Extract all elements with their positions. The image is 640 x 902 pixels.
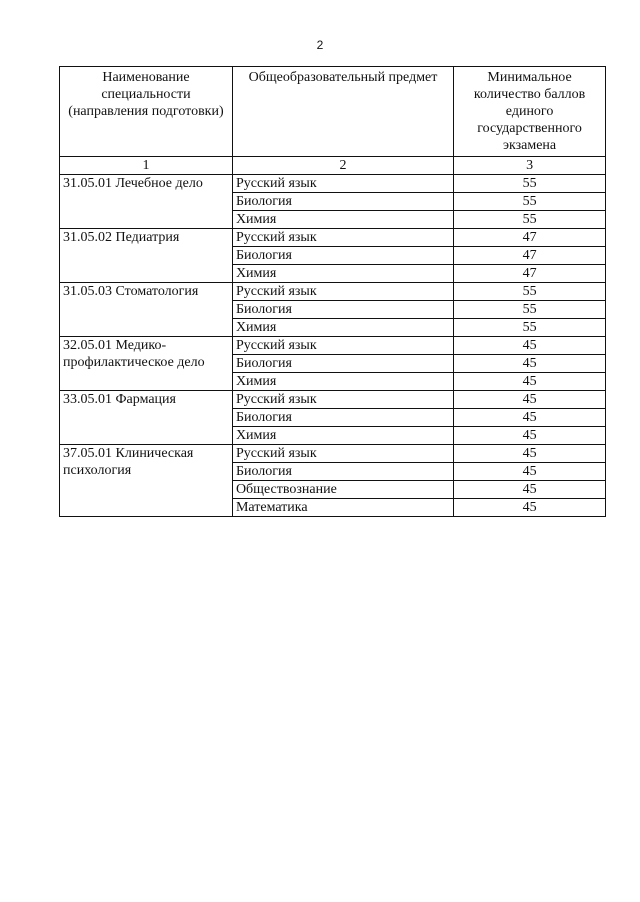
subject-cell: Русский язык [232,175,453,193]
subject-cell: Химия [232,319,453,337]
score-cell: 55 [454,283,606,301]
specialty-cell: 33.05.01 Фармация [60,391,233,445]
header-row [60,67,606,157]
score-cell: 55 [454,319,606,337]
subject-cell: Русский язык [232,229,453,247]
table-row [60,445,606,463]
subject-cell: Химия [232,265,453,283]
score-cell: 45 [454,355,606,373]
score-cell: 45 [454,463,606,481]
score-cell: 45 [454,391,606,409]
score-cell: 45 [454,373,606,391]
subject-cell: Обществознание [232,481,453,499]
score-cell: 45 [454,481,606,499]
table-row [60,229,606,247]
table-row [60,337,606,355]
table-row [60,391,606,409]
subject-cell: Русский язык [232,283,453,301]
table-row [60,283,606,301]
score-cell: 45 [454,337,606,355]
subject-cell: Биология [232,355,453,373]
subject-cell: Русский язык [232,337,453,355]
score-cell: 55 [454,301,606,319]
score-cell: 45 [454,427,606,445]
subject-cell: Математика [232,499,453,517]
header-subject: Общеобразовательный предмет [232,67,453,157]
score-cell: 47 [454,265,606,283]
score-cell: 45 [454,409,606,427]
subject-cell: Химия [232,427,453,445]
specialty-cell: 31.05.01 Лечебное дело [60,175,233,229]
column-number-row [60,157,606,175]
score-cell: 45 [454,499,606,517]
specialty-cell: 32.05.01 Медико-профилактическое дело [60,337,233,391]
column-number: 2 [232,157,453,175]
header-min-score: Минимальное количество баллов единого государственного экзамена [454,67,606,157]
score-cell: 55 [454,211,606,229]
page-number: 2 [316,38,324,52]
score-cell: 47 [454,247,606,265]
specialty-cell: 31.05.03 Стоматология [60,283,233,337]
subject-cell: Биология [232,463,453,481]
subject-cell: Биология [232,301,453,319]
subject-cell: Химия [232,373,453,391]
specialty-cell: 31.05.02 Педиатрия [60,229,233,283]
header-specialty: Наименование специальности (направления подготовки) [60,67,233,157]
subject-cell: Химия [232,211,453,229]
score-cell: 45 [454,445,606,463]
table-row [60,175,606,193]
specialty-cell: 37.05.01 Клиническая психология [60,445,233,517]
score-cell: 55 [454,193,606,211]
subject-cell: Русский язык [232,391,453,409]
subject-cell: Биология [232,193,453,211]
subject-cell: Биология [232,409,453,427]
exam-scores-table [59,66,606,517]
subject-cell: Русский язык [232,445,453,463]
column-number: 1 [60,157,233,175]
column-number: 3 [454,157,606,175]
score-cell: 47 [454,229,606,247]
subject-cell: Биология [232,247,453,265]
score-cell: 55 [454,175,606,193]
